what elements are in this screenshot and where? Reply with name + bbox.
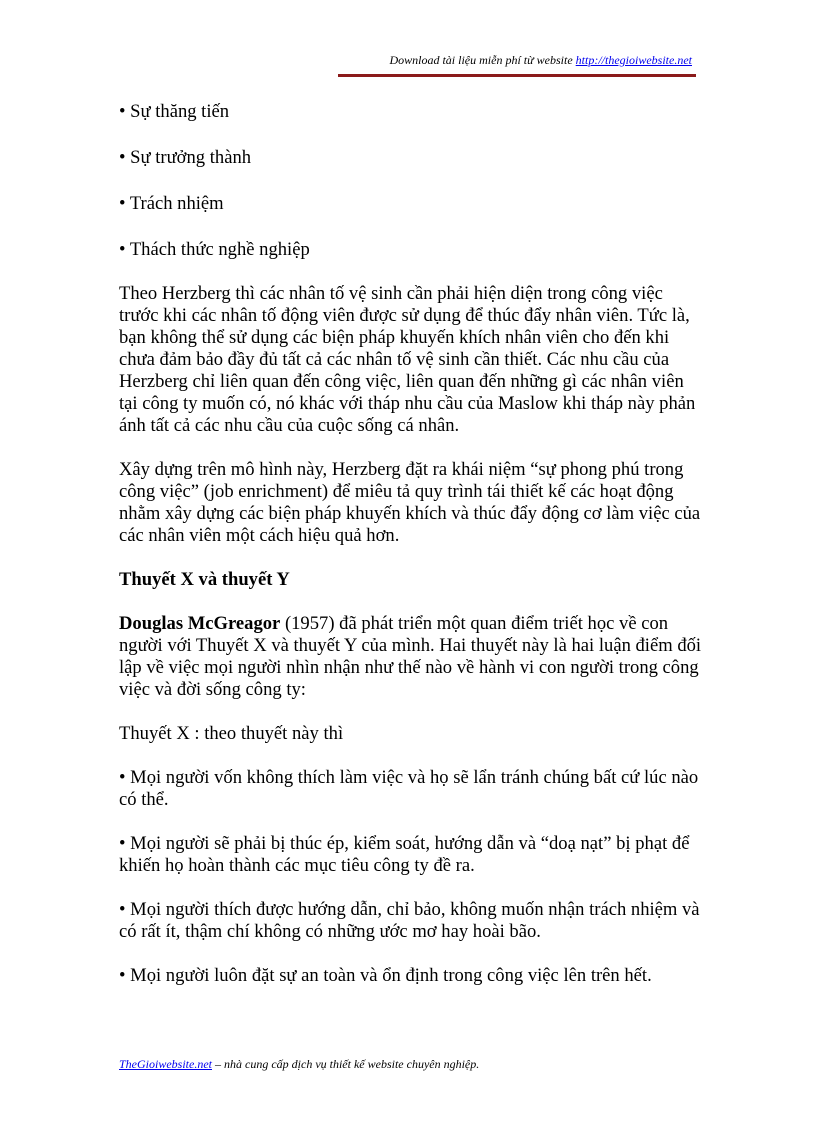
theory-x-intro: Thuyết X : theo thuyết này thì xyxy=(119,723,344,744)
paragraph-job-enrichment: Xây dựng trên mô hình này, Herzberg đặt ra khái niệm “sự phong phú trong công việc” (job enrichment) để miêu tả quy trình tái thiết kế các hoạt động nhằm xây dựng các biện pháp khuyến khích và thúc đẩy động cơ làm việc của các nhân viên một cách hiệu quả hơn. xyxy=(119,459,701,546)
bullet-item-career-challenge: • Thách thức nghề nghiệp xyxy=(119,239,310,260)
page-header xyxy=(389,53,692,68)
header-divider xyxy=(338,74,696,77)
page-footer xyxy=(119,1057,479,1072)
bullet-item-growth: • Sự trưởng thành xyxy=(119,147,252,168)
bullet-item-responsibility: • Trách nhiệm xyxy=(119,193,224,214)
footer-website-link[interactable]: TheGioiwebsite.net xyxy=(119,1057,212,1071)
theory-x-bullet: • Mọi người sẽ phải bị thúc ép, kiểm soát, hướng dẫn và “doạ nạt” bị phạt để khiến họ hoàn thành các mục tiêu công ty đề ra. xyxy=(119,833,690,876)
theory-x-bullet: • Mọi người thích được hướng dẫn, chỉ bảo, không muốn nhận trách nhiệm và có rất ít, thậm chí không có những ước mơ hay hoài bão. xyxy=(119,899,700,942)
section-heading: Thuyết X và thuyết Y xyxy=(119,569,290,590)
bullet-item-advancement: • Sự thăng tiến xyxy=(119,101,230,122)
author-name: Douglas McGreagor xyxy=(119,613,281,634)
header-website-link[interactable]: http://thegioiwebsite.net xyxy=(575,53,692,67)
theory-x-bullet: • Mọi người vốn không thích làm việc và họ sẽ lẩn tránh chúng bất cứ lúc nào có thể. xyxy=(119,767,699,810)
header-text: Download tài liệu miễn phí từ website xyxy=(389,53,576,67)
footer-text: – nhà cung cấp dịch vụ thiết kế website chuyên nghiệp. xyxy=(212,1057,480,1071)
paragraph-mcgregor xyxy=(119,613,704,701)
paragraph-mcgregor-text: (1957) đã phát triển một quan điểm triết học về con người với Thuyết X và thuyết Y của mình. Hai thuyết này là hai luận điểm đối lập về việc mọi người nhìn nhận như thế nào về hành vi con người trong công việc và đời sống công ty: xyxy=(119,613,702,700)
paragraph-herzberg-hygiene: Theo Herzberg thì các nhân tố vệ sinh cần phải hiện diện trong công việc trước khi các nhân tố động viên được sử dụng để thúc đẩy nhân viên. Tức là, bạn không thể sử dụng các biện pháp khuyến khích nhân viên cho đến khi chưa đảm bảo đầy đủ tất cả các nhân tố vệ sinh cần thiết. Các nhu cầu của Herzberg chỉ liên quan đến công việc, liên quan đến những gì các nhân viên tại công ty muốn có, nó khác với tháp nhu cầu của Maslow khi tháp này phản ánh tất cả các nhu cầu của cuộc sống cá nhân. xyxy=(119,283,696,436)
document-body xyxy=(119,101,704,1009)
theory-x-bullet: • Mọi người luôn đặt sự an toàn và ổn định trong công việc lên trên hết. xyxy=(119,965,652,986)
